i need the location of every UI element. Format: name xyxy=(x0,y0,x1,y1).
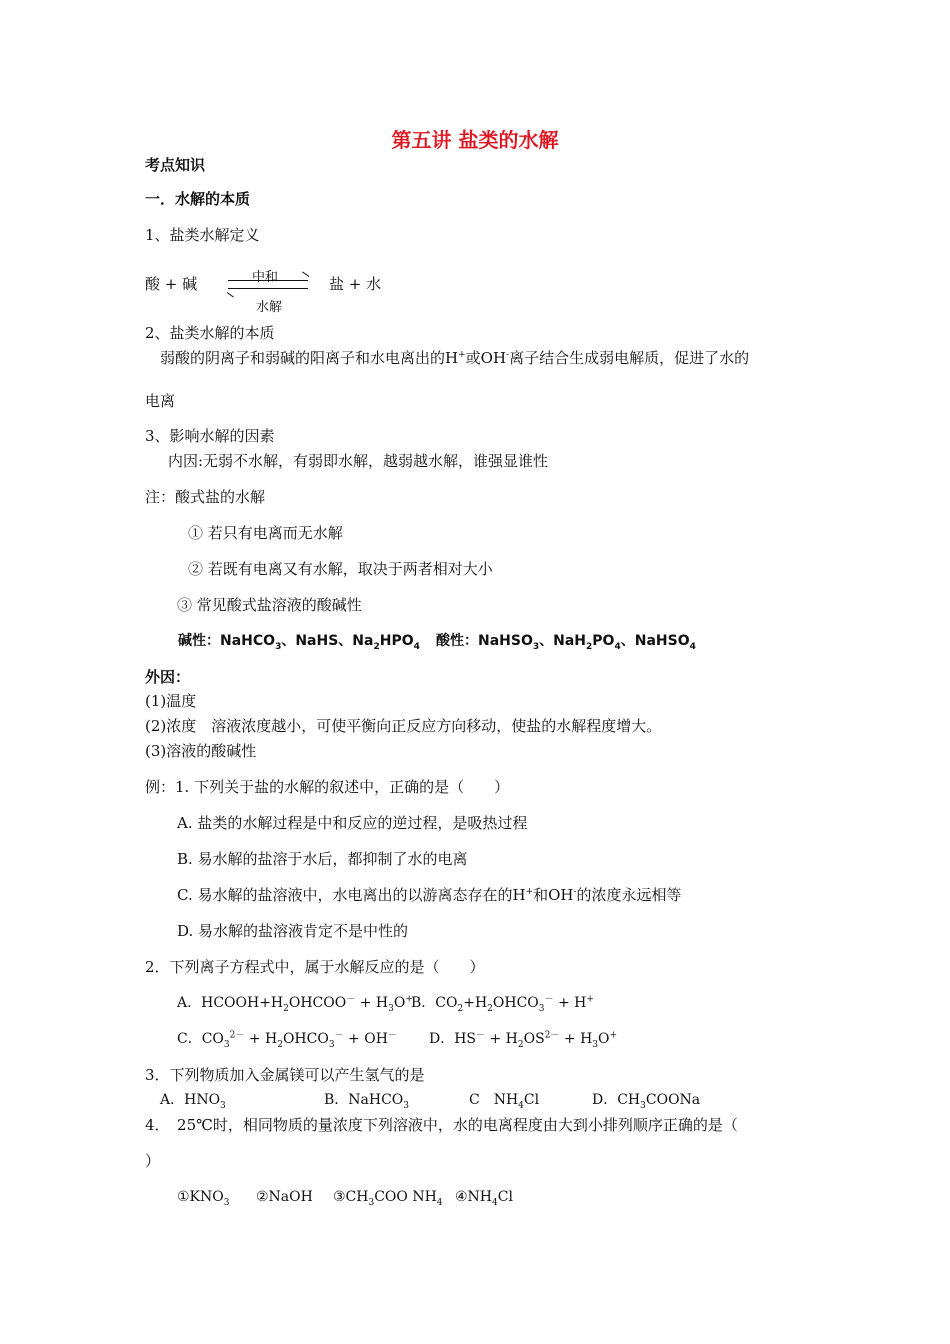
item3-heading: 3、影响水解的因素 xyxy=(145,427,275,445)
outer-cause-heading: 外因： xyxy=(145,668,191,686)
factor-temperature: (1)温度 xyxy=(145,692,197,710)
q1-option-a: A. 盐类的水解过程是中和反应的逆过程，是吸热过程 xyxy=(177,814,528,832)
q1-option-d: D. 易水解的盐溶液肯定不是中性的 xyxy=(177,922,409,940)
reverse-arrow xyxy=(228,288,308,289)
q4-option-3: $③CH_3COO$ $NH_4$ xyxy=(333,1189,443,1208)
item2-body-cont: 电离 xyxy=(145,392,176,410)
q3-option-a: A．$HNO_3$ xyxy=(160,1092,226,1111)
note-item-1: ① 若只有电离而无水解 xyxy=(188,524,343,542)
q2-option-a: A．$HCOOH+H_2OHCOO^- + H_3O^+$ xyxy=(177,994,413,1014)
factor-concentration: (2)浓度 溶液浓度越小，可使平衡向正反应方向移动，使盐的水解程度增大。 xyxy=(145,717,662,735)
basic-salts: 碱性：NaHCO$_3$、NaHS、$Na_2HPO_4$ xyxy=(178,633,420,652)
q4-option-1: $①KNO_3$ xyxy=(177,1189,230,1208)
question-1: 例：1. 下列关于盐的水解的叙述中，正确的是（ ） xyxy=(145,778,510,796)
q3-option-d: D．$CH_3COONa$ xyxy=(592,1092,701,1111)
eq-top-label: 中和 xyxy=(252,270,279,285)
factor-acidity: (3)溶液的酸碱性 xyxy=(145,742,257,760)
eq-bottom-label: 水解 xyxy=(256,300,283,315)
item1-heading: 1、盐类水解定义 xyxy=(145,226,260,244)
q2-option-c: C．$CO_3^{2-}$ + $H_2OHCO_3^- + OH^-$ xyxy=(177,1030,397,1050)
question-4-close: ） xyxy=(145,1152,161,1170)
note-item-2: ② 若既有电离又有水解，取决于两者相对大小 xyxy=(188,560,493,578)
question-4: 4． 25℃时，相同物质的量浓度下列溶液中，水的电离程度由大到小排列顺序正确的是（ xyxy=(145,1116,738,1134)
eq-left: 酸 + 碱 xyxy=(145,275,198,293)
q2-option-b: B．$CO_2+H_2OHCO_3^- + H^+$ xyxy=(411,994,594,1014)
part1-heading: 一．水解的本质 xyxy=(145,190,251,208)
acid-salts: 酸性：NaHSO$_3$、$NaH_2PO_4$、NaHSO$_4$ xyxy=(436,633,696,652)
q4-option-4: $④NH_4Cl$ xyxy=(455,1189,513,1208)
question-2: 2．下列离子方程式中，属于水解反应的是（ ） xyxy=(145,958,485,976)
q2-option-d: D．$HS^- + H_2OS^{2-} + H_3O^+$ xyxy=(429,1030,618,1050)
page-title: 第五讲 盐类的水解 xyxy=(391,128,559,152)
section-heading: 考点知识 xyxy=(145,156,206,174)
eq-right: 盐 + 水 xyxy=(329,275,382,293)
q1-option-b: B. 易水解的盐溶于水后，都抑制了水的电离 xyxy=(177,850,468,868)
item2-body: 弱酸的阴离子和弱碱的阳离子和水电离出的H+或OH-离子结合生成弱电解质，促进了水的 xyxy=(160,349,750,367)
inner-cause: 内因:无弱不水解，有弱即水解，越弱越水解，谁强显谁性 xyxy=(168,452,549,470)
item2-heading: 2、盐类水解的本质 xyxy=(145,324,275,342)
q1-option-c: C. 易水解的盐溶液中，水电离出的以游离态存在的H+和OH-的浓度永远相等 xyxy=(177,886,682,904)
q4-option-2: ②NaOH xyxy=(256,1189,313,1205)
forward-arrow xyxy=(228,280,308,281)
note-heading: 注：酸式盐的水解 xyxy=(145,488,266,506)
q3-option-b: B．NaHCO$_3$ xyxy=(324,1092,410,1111)
q3-option-c: C $NH_4Cl$ xyxy=(469,1092,540,1111)
note-item-3: ③ 常见酸式盐溶液的酸碱性 xyxy=(177,596,362,614)
question-3: 3．下列物质加入金属镁可以产生氢气的是 xyxy=(145,1066,425,1084)
